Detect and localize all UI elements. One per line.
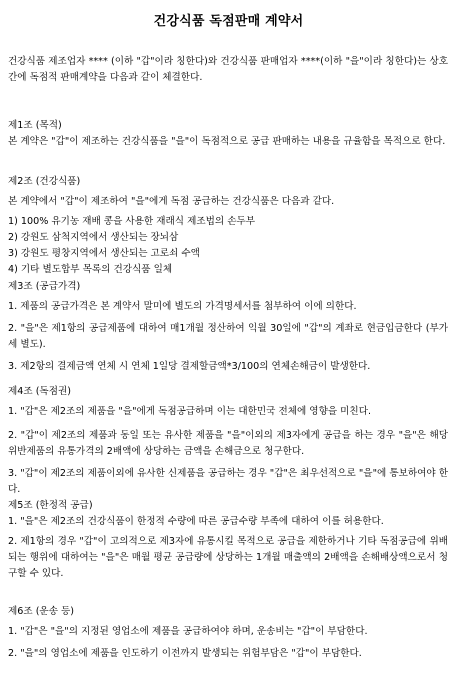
- article-heading: 제6조 (운송 등): [8, 606, 75, 617]
- article-2: [8, 174, 448, 278]
- article-paragraph: 2. "을"의 영업소에 제품을 인도하기 이전까지 발생되는 위험부담은 "갑"이 부담한다.: [8, 648, 362, 659]
- article-5: [8, 498, 448, 582]
- article-paragraph: 1. "갑"은 제2조의 제품을 "을"에게 독점공급하며 이는 대한민국 전체에 영향을 미친다.: [8, 406, 372, 417]
- article-paragraph: 2. "갑"이 제2조의 제품과 동일 또는 유사한 제품을 "을"이외의 제3자에게 공급을 하는 경우 "을"은 해당 위반제품의 유통가격의 2배액에 상당하는 금액을 손해금으로 청구한다.: [8, 430, 448, 457]
- article-heading: 제4조 (독점권): [8, 386, 71, 397]
- article-3: [8, 279, 448, 375]
- article-4: [8, 384, 448, 498]
- list-item: 4) 기타 별도합부 목록의 건강식품 일체: [8, 264, 173, 275]
- article-intro: 본 계약에서 "갑"이 제조하여 "을"에게 독점 공급하는 건강식품은 다음과 같다.: [8, 196, 335, 207]
- article-paragraph: 3. 제2항의 결제금액 연체 시 연체 1일당 결제할금액*3/100의 연체손해금이 발생한다.: [8, 361, 371, 372]
- article-paragraph: 2. "을"은 제1항의 공급제품에 대하여 매1개월 정산하여 익월 30일에 "갑"의 계좌로 현금입금한다 (부가세 별도).: [8, 323, 448, 350]
- list-item: 2) 강원도 삼척지역에서 생산되는 장뇌삼: [8, 232, 179, 243]
- article-1: [8, 118, 448, 150]
- list-item: 1) 100% 유기농 재배 콩을 사용한 재래식 제조법의 손두부: [8, 216, 256, 227]
- article-paragraph: 1. "갑"은 "을"의 지정된 영업소에 제품을 공급하여야 하며, 운송비는 "갑"이 부담한다.: [8, 626, 368, 637]
- article-heading: 제1조 (목적): [8, 120, 62, 131]
- article-6: [8, 604, 448, 662]
- article-heading: 제2조 (건강식품): [8, 176, 81, 187]
- article-heading: 제3조 (공급가격): [8, 281, 81, 292]
- preamble: 건강식품 제조업자 **** (이하 "갑"이라 칭한다)와 건강식품 판매업자 ****(이하 "을"이라 칭한다)는 상호간에 독점적 판매계약을 다음과 같이 체결한다.: [8, 56, 448, 83]
- article-heading: 제5조 (한정적 공급): [8, 500, 93, 511]
- article-paragraph: 1. 제품의 공급가격은 본 계약서 말미에 별도의 가격명세서를 첨부하여 이에 의한다.: [8, 301, 357, 312]
- article-paragraph: 1. "을"은 제2조의 건강식품이 한정적 수량에 따른 공급수량 부족에 대하여 이를 허용한다.: [8, 516, 384, 527]
- article-paragraph: 3. "갑"이 제2조의 제품이외에 유사한 신제품을 공급하는 경우 "갑"은 최우선적으로 "을"에 통보하여야 한다.: [8, 468, 448, 495]
- article-paragraph: 2. 제1항의 경우 "갑"이 고의적으로 제3자에 유통시킬 목적으로 공급을 제한하거나 기타 독점공급에 위배되는 행위에 대하여는 "을"은 매월 평균 공급량에 상당하는 1개월 매출액의 2배액을 손해배상액으로서 청구할 수 있다.: [8, 536, 448, 579]
- document-title: 건강식품 독점판매 계약서: [153, 14, 304, 29]
- article-body: 본 계약은 "갑"이 제조하는 건강식품을 "을"이 독점적으로 공급 판매하는 내용을 규율함을 목적으로 한다.: [8, 136, 446, 147]
- list-item: 3) 강원도 평창지역에서 생산되는 고로쇠 수액: [8, 248, 200, 259]
